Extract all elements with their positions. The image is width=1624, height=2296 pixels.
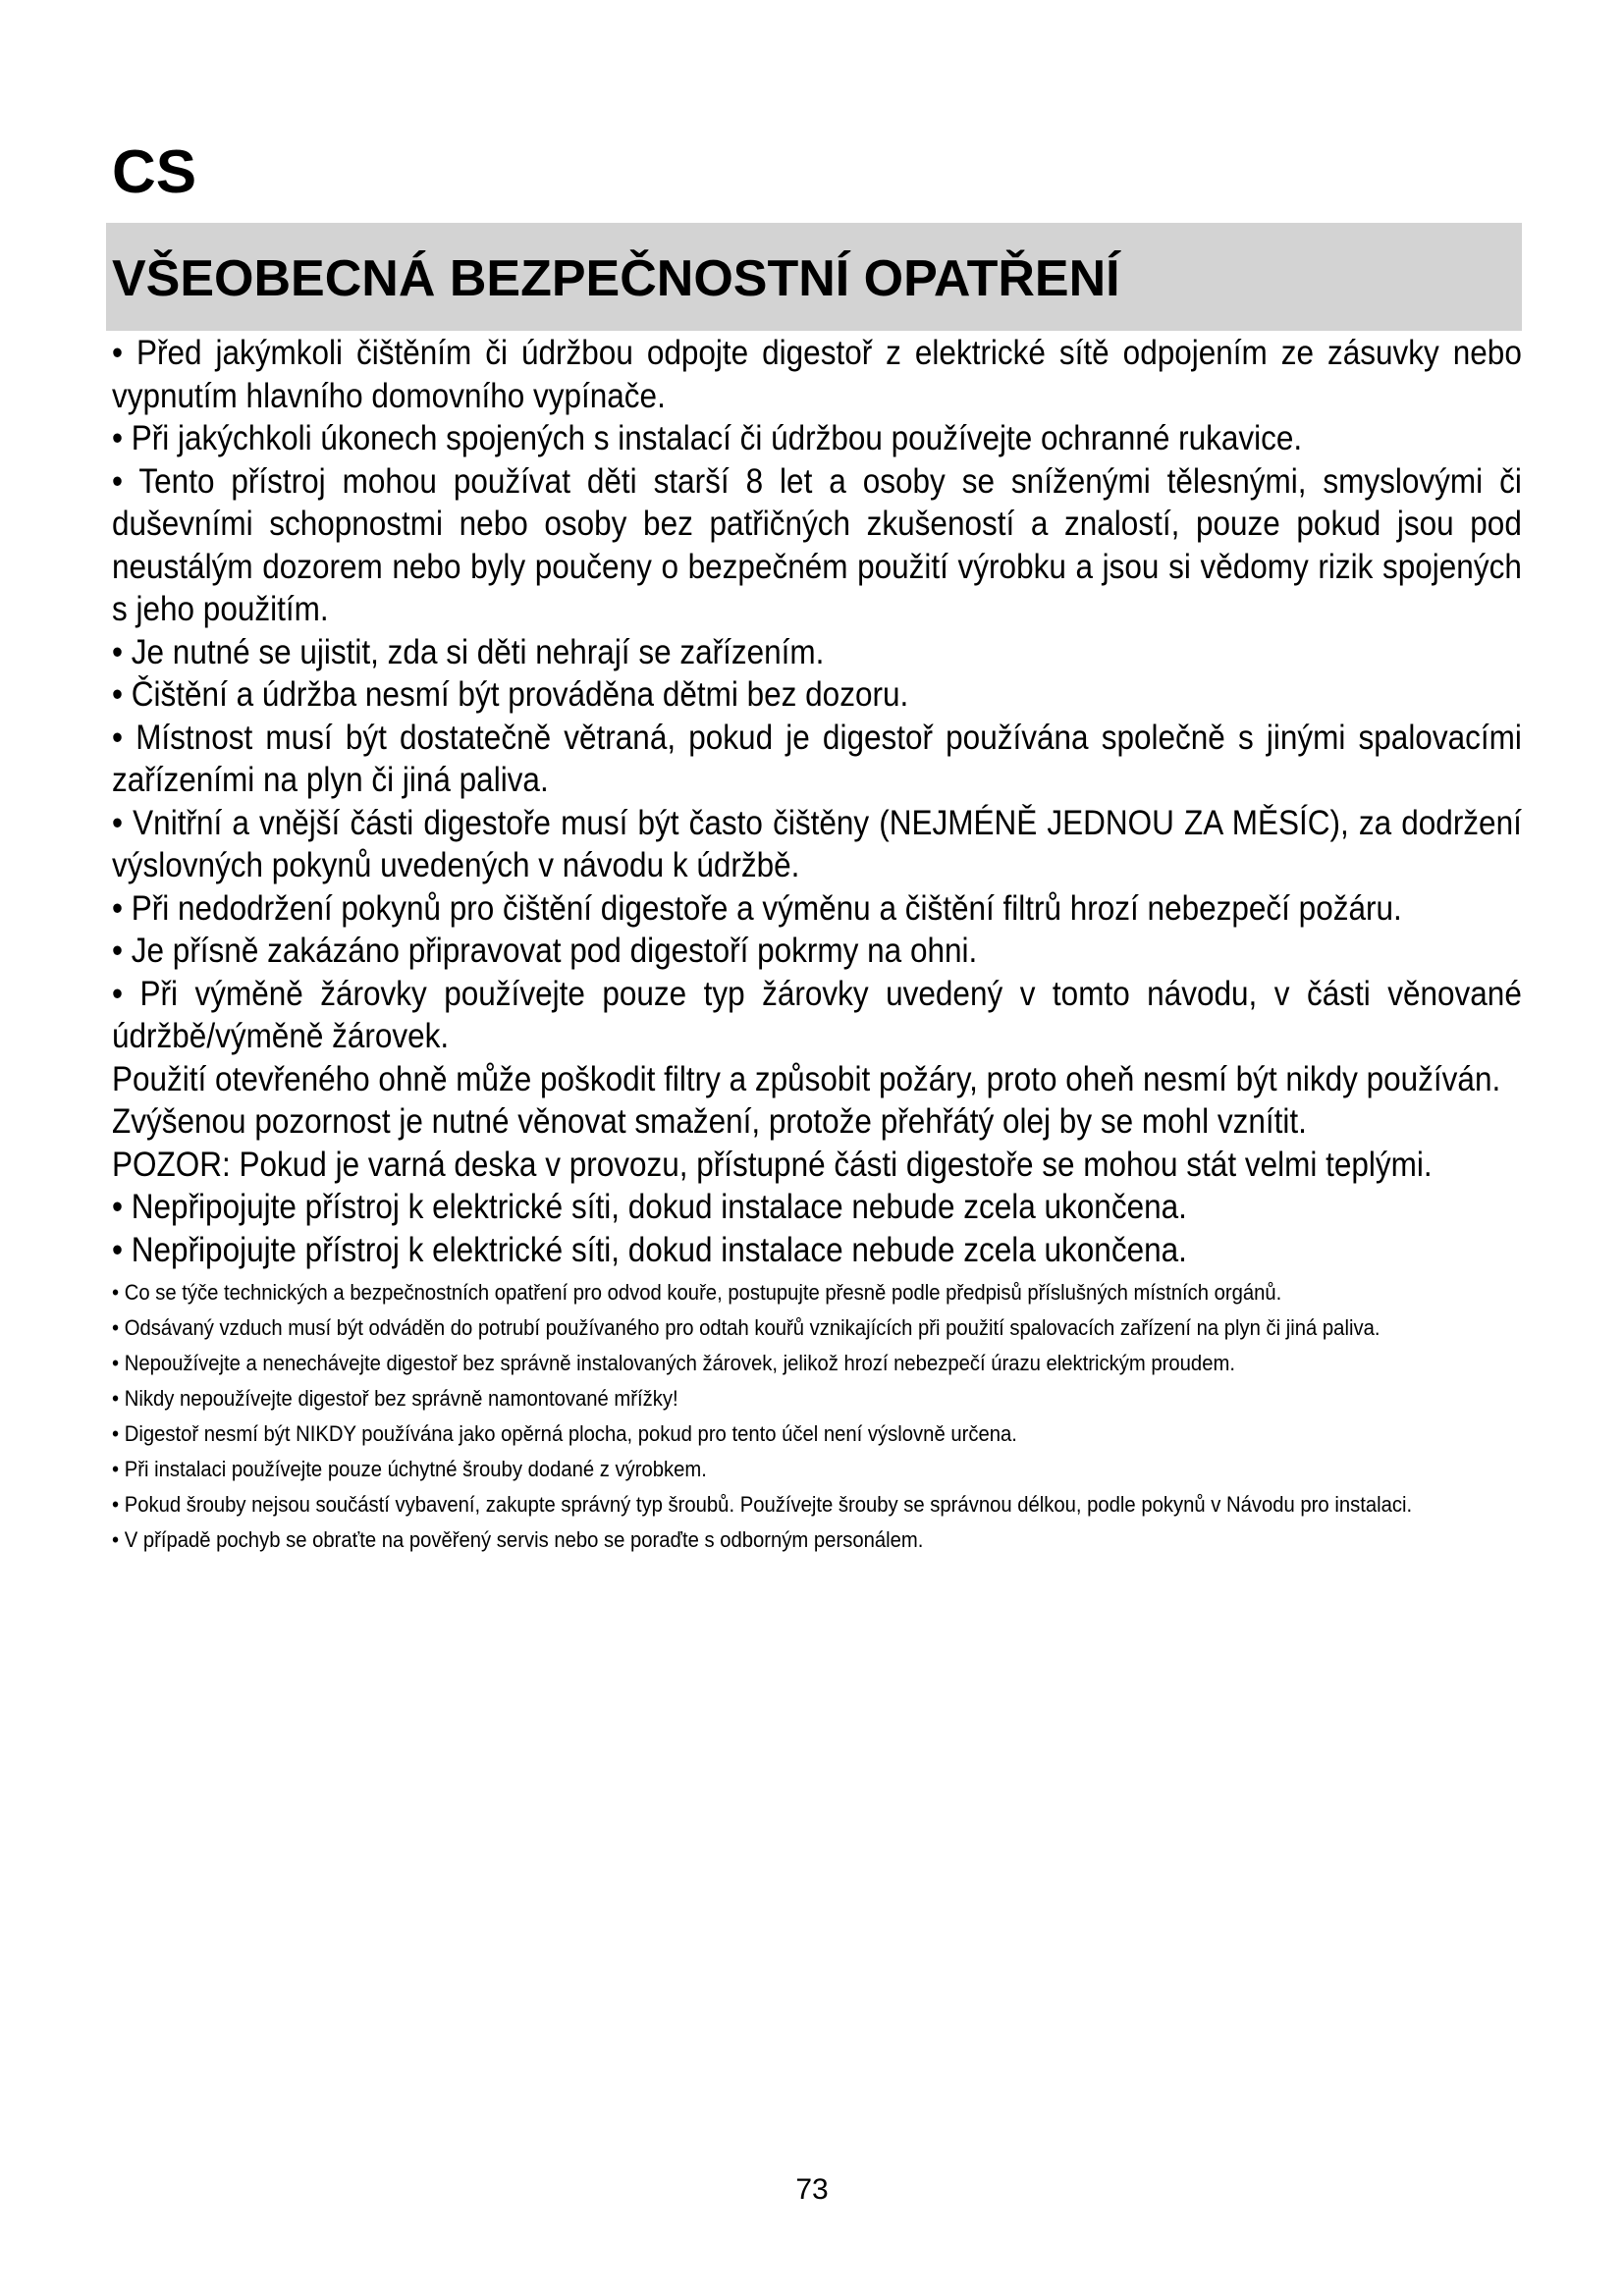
paragraph: • Před jakýmkoli čištěním či údržbou odpojte digestoř z elektrické sítě odpojením ze zásuvky nebo vypnutím hlavního domovního vypínače. bbox=[112, 334, 1522, 415]
paragraph: • Je přísně zakázáno připravovat pod digestoří pokrmy na ohni. bbox=[112, 932, 978, 970]
paragraph: • Vnitřní a vnější části digestoře musí být často čištěny (NEJMÉNĚ JEDNOU ZA MĚSÍC), za dodržení výslovných pokynů uvedených v návodu k údržbě. bbox=[112, 803, 1522, 884]
paragraph: • Nikdy nepoužívejte digestoř bez správně namontované mřížky! bbox=[112, 1386, 678, 1411]
page-title: VŠEOBECNÁ BEZPEČNOSTNÍ OPATŘENÍ bbox=[112, 250, 1120, 307]
paragraph: • Čištění a údržba nesmí být prováděna dětmi bez dozoru. bbox=[112, 675, 909, 714]
paragraph: • Nepoužívejte a nenechávejte digestoř bez správně instalovaných žárovek, jelikož hrozí nebezpečí úrazu elektrickým proudem. bbox=[112, 1351, 1235, 1375]
additional-safety-instructions bbox=[112, 1277, 1522, 1555]
paragraph: • V případě pochyb se obraťte na pověřený servis nebo se poraďte s odborným personálem. bbox=[112, 1527, 924, 1552]
main-safety-instructions bbox=[112, 332, 1522, 1271]
paragraph: • Pokud šrouby nejsou součástí vybavení, zakupte správný typ šroubů. Používejte šrouby se správnou délkou, podle pokynů v Návodu pro instalaci. bbox=[112, 1492, 1413, 1517]
paragraph: • Místnost musí být dostatečně větraná, pokud je digestoř používána společně s jinými spalovacími zařízeními na plyn či jiná paliva. bbox=[112, 718, 1522, 799]
document-body bbox=[112, 332, 1522, 1560]
paragraph: • Při jakýchkoli úkonech spojených s instalací či údržbou používejte ochranné rukavice. bbox=[112, 419, 1303, 457]
paragraph: Zvýšenou pozornost je nutné věnovat smažení, protože přehřátý olej by se mohl vznítit. bbox=[112, 1102, 1307, 1141]
paragraph: • Při výměně žárovky používejte pouze typ žárovky uvedený v tomto návodu, v části věnované údržbě/výměně žárovek. bbox=[112, 974, 1522, 1055]
page-number: 73 bbox=[795, 2173, 829, 2206]
paragraph: • Nepřipojujte přístroj k elektrické síti, dokud instalace nebude zcela ukončena. bbox=[112, 1230, 1187, 1269]
paragraph: • Při nedodržení pokynů pro čištění digestoře a výměnu a čištění filtrů hrozí nebezpečí požáru. bbox=[112, 888, 1402, 928]
paragraph: • Odsávaný vzduch musí být odváděn do potrubí používaného pro odtah kouřů vznikajících při použití spalovacích zařízení na plyn či jiná paliva. bbox=[112, 1315, 1380, 1340]
paragraph: • Je nutné se ujistit, zda si děti nehrají se zařízením. bbox=[112, 632, 825, 671]
paragraph: POZOR: Pokud je varná deska v provozu, přístupné části digestoře se mohou stát velmi teplými. bbox=[112, 1145, 1433, 1184]
paragraph: • Nepřipojujte přístroj k elektrické síti, dokud instalace nebude zcela ukončena. bbox=[112, 1188, 1187, 1226]
paragraph: • Tento přístroj mohou používat děti starší 8 let a osoby se sníženými tělesnými, smyslovými či duševními schopnostmi nebo osoby bez patřičných zkušeností a znalostí, pouze pokud jsou pod neustálým dozorem nebo byly poučeny o bezpečném použití výrobku a jsou si vědomy rizik spojených s jeho použitím. bbox=[112, 461, 1522, 628]
language-code: CS bbox=[112, 138, 197, 206]
paragraph: • Co se týče technických a bezpečnostních opatření pro odvod kouře, postupujte přesně podle předpisů příslušných místních orgánů. bbox=[112, 1280, 1282, 1305]
paragraph: Použití otevřeného ohně může poškodit filtry a způsobit požáry, proto oheň nesmí být nikdy používán. bbox=[112, 1059, 1501, 1098]
paragraph: • Při instalaci používejte pouze úchytné šrouby dodané z výrobkem. bbox=[112, 1457, 707, 1481]
paragraph: • Digestoř nesmí být NIKDY používána jako opěrná plocha, pokud pro tento účel není výslovně určena. bbox=[112, 1421, 1017, 1446]
